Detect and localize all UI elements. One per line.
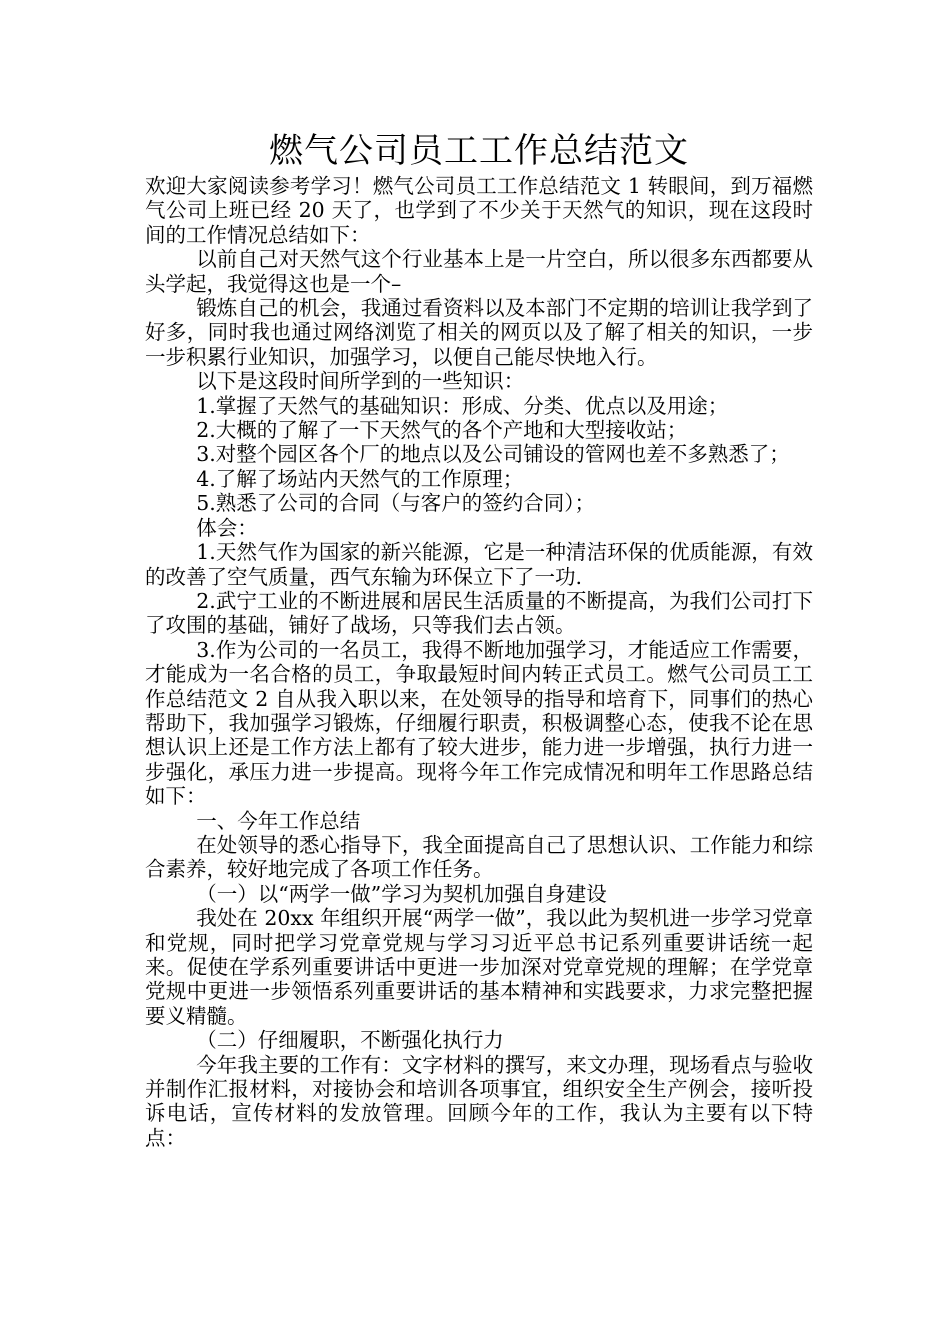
list-item: 3.对整个园区各个厂的地点以及公司铺设的管网也差不多熟悉了； — [196, 442, 790, 467]
list-item: 3.作为公司的一名员工，我得不断地加强学习，才能适应工作需要，才能成为一名合格的员工，争取最短时间内转正式员工。燃气公司员工工作总结范文 2 自从我入职以来，在处领导的指导和培育下，同事们的热心帮助下，我加强学习锻炼，仔细履行职责，积极调整心态，使我不论在思想认识上还是工作方法上都有了较大进步，能力进一步增强，执行力进一步强化，承压力进一步提高。现将今年工作完成情况和明年工作思路总结如下： — [145, 637, 813, 809]
document-page — [145, 128, 813, 1150]
list-item: 2.武宁工业的不断进展和居民生活质量的不断提高，为我们公司打下了攻围的基础，铺好了战场，只等我们去占领。 — [145, 588, 813, 638]
subsection-heading: （二）仔细履职，不断强化执行力 — [196, 1028, 504, 1053]
paragraph: 今年我主要的工作有：文字材料的撰写，来文办理，现场看点与验收并制作汇报材料，对接协会和培训各项事宜，组织安全生产例会，接听投诉电话，宣传材料的发放管理。回顾今年的工作，我认为主要有以下特点： — [145, 1052, 813, 1150]
paragraph: 我处在 20xx 年组织开展“两学一做”，我以此为契机进一步学习党章和党规，同时把学习党章党规与学习习近平总书记系列重要讲话统一起来。促使在学系列重要讲话中更进一步加深对党章党规的理解；在学党章党规中更进一步领悟系列重要讲话的基本精神和实践要求，力求完整把握要义精髓。 — [145, 906, 813, 1028]
section-heading: 体会： — [196, 515, 258, 540]
paragraph: 以前自己对天然气这个行业基本上是一片空白，所以很多东西都要从头学起，我觉得这也是一个– — [145, 247, 813, 296]
list-item: 1.掌握了天然气的基础知识：形成、分类、优点以及用途； — [196, 393, 729, 418]
document-title: 燃气公司员工工作总结范文 — [269, 131, 689, 171]
list-item: 1.天然气作为国家的新兴能源，它是一种清洁环保的优质能源，有效的改善了空气质量，西气东输为环保立下了一功. — [145, 540, 813, 589]
list-item: 2.大概的了解了一下天然气的各个产地和大型接收站； — [196, 418, 688, 443]
subsection-heading: （一）以“两学一做”学习为契机加强自身建设 — [196, 881, 607, 906]
paragraph: 在处领导的悉心指导下，我全面提高自己了思想认识、工作能力和综合素养，较好地完成了各项工作任务。 — [145, 832, 813, 882]
list-item: 4.了解了场站内天然气的工作原理； — [196, 466, 524, 491]
section-heading: 一、今年工作总结 — [196, 808, 361, 833]
paragraph: 锻炼自己的机会，我通过看资料以及本部门不定期的培训让我学到了好多，同时我也通过网络浏览了相关的网页以及了解了相关的知识，一步一步积累行业知识，加强学习，以便自己能尽快地入行。 — [145, 296, 813, 369]
paragraph: 欢迎大家阅读参考学习！燃气公司员工工作总结范文 1 转眼间，到万福燃气公司上班已经 20 天了，也学到了不少关于天然气的知识，现在这段时间的工作情况总结如下： — [145, 174, 813, 247]
paragraph: 以下是这段时间所学到的一些知识： — [196, 369, 525, 394]
list-item: 5.熟悉了公司的合同（与客户的签约合同）； — [196, 491, 596, 516]
document-body — [145, 174, 813, 1150]
